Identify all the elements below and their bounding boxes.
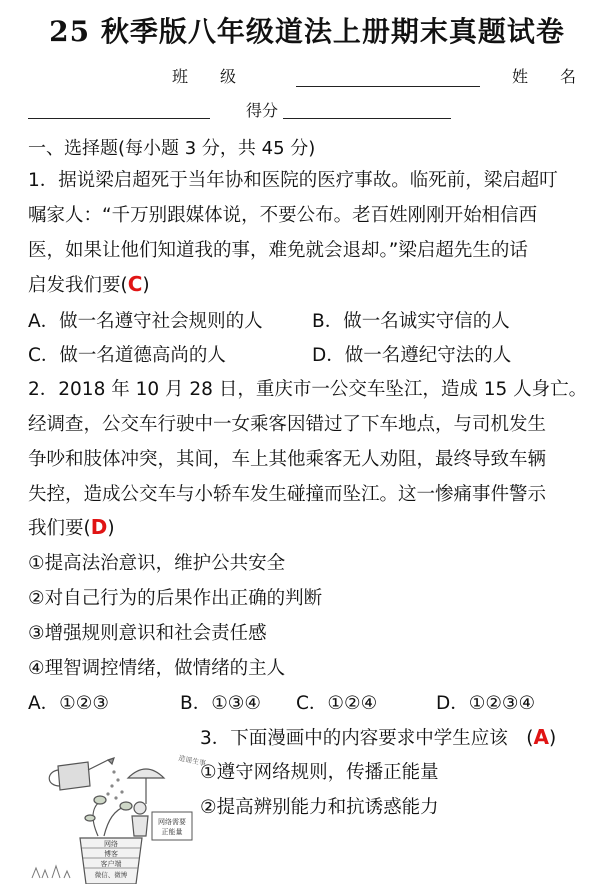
q1-option-d: D．做一名遵纪守法的人 [312, 345, 512, 366]
water-drops [106, 770, 123, 799]
side-label: 造谣生事 [177, 755, 207, 768]
q3-stem [200, 724, 556, 750]
q2-line-5 [28, 514, 115, 540]
q2-stem-close: ) [107, 518, 115, 539]
q2-option-a: A．①②③ [28, 693, 109, 714]
page-title: 25 秋季版八年级道法上册期末真题试卷 [49, 15, 565, 48]
q2-answer: D [90, 515, 108, 539]
q1-option-c: C．做一名道德高尚的人 [28, 345, 226, 366]
pot-label-1: 网络 [104, 841, 118, 848]
name-label: 姓 名 [512, 67, 577, 86]
grass [32, 866, 70, 878]
q3-stem-close: ) [548, 728, 557, 749]
q1-line-4 [28, 271, 150, 297]
section-heading: 一、选择题(每小题 3 分，共 45 分) [28, 138, 316, 159]
sign-text-2: 正能量 [161, 829, 183, 836]
q2-line-3: 争吵和肢体冲突，其间，车上其他乘客无人劝阻，最终导致车辆 [28, 449, 547, 470]
q1-answer: C [127, 272, 143, 296]
q1-line-2: 嘱家人：“千万别跟媒体说，不要公布。老百姓刚刚开始相信西 [28, 205, 538, 226]
q2-item-2: ②对自己行为的后果作出正确的判断 [28, 588, 323, 609]
q2-line-1: 2．2018 年 10 月 28 日，重庆市一公交车坠江，造成 15 人身亡。 [28, 379, 588, 400]
q2-option-c: C．①②④ [296, 693, 378, 714]
class-field[interactable] [296, 86, 480, 87]
q2-option-b: B．①③④ [180, 693, 261, 714]
q1-line-3: 医，如果让他们知道我的事，难免就会退却。”梁启超先生的话 [28, 240, 528, 261]
score-field[interactable] [283, 118, 451, 119]
q2-item-4: ④理智调控情绪，做情绪的主人 [28, 658, 286, 679]
pot-label-2: 博客 [104, 851, 118, 858]
q3-item-2: ②提高辨别能力和抗诱惑能力 [200, 797, 439, 818]
q2-line-4: 失控，造成公交车与小轿车发生碰撞而坠江。这一惨痛事件警示 [28, 484, 547, 505]
pot-label-4: 微信、微博 [94, 872, 128, 879]
q1-option-b: B．做一名诚实守信的人 [312, 311, 510, 332]
q2-item-3: ③增强规则意识和社会责任感 [28, 623, 267, 644]
q2-stem-end: 我们要( [28, 518, 91, 539]
plant-sprouts [85, 796, 132, 836]
cartoon-illustration [28, 748, 207, 884]
name-field[interactable] [28, 118, 210, 119]
class-label: 班 级 [172, 67, 237, 86]
q2-option-d: D．①②③④ [436, 693, 536, 714]
q3-stem-text: 3．下面漫画中的内容要求中学生应该 ( [200, 728, 534, 749]
pot-label-3: 客户端 [100, 861, 122, 868]
sign-text-1: 网络需要 [158, 819, 186, 826]
q1-option-a: A．做一名遵守社会规则的人 [28, 311, 263, 332]
q2-line-2: 经调查，公交车行驶中一女乘客因错过了下车地点，与司机发生 [28, 414, 547, 435]
flower-pot [80, 838, 142, 884]
watering-can-icon [49, 758, 114, 790]
sign-board [152, 812, 192, 840]
q3-answer: A [533, 725, 549, 749]
q1-stem-end: 启发我们要( [28, 275, 128, 296]
q1-line-1: 1．据说梁启超死于当年协和医院的医疗事故。临死前，梁启超叮 [28, 170, 558, 191]
q1-stem-close: ) [142, 275, 150, 296]
score-label: 得分 [246, 101, 279, 120]
q2-item-1: ①提高法治意识，维护公共安全 [28, 553, 286, 574]
q3-item-1: ①遵守网络规则，传播正能量 [200, 762, 439, 783]
